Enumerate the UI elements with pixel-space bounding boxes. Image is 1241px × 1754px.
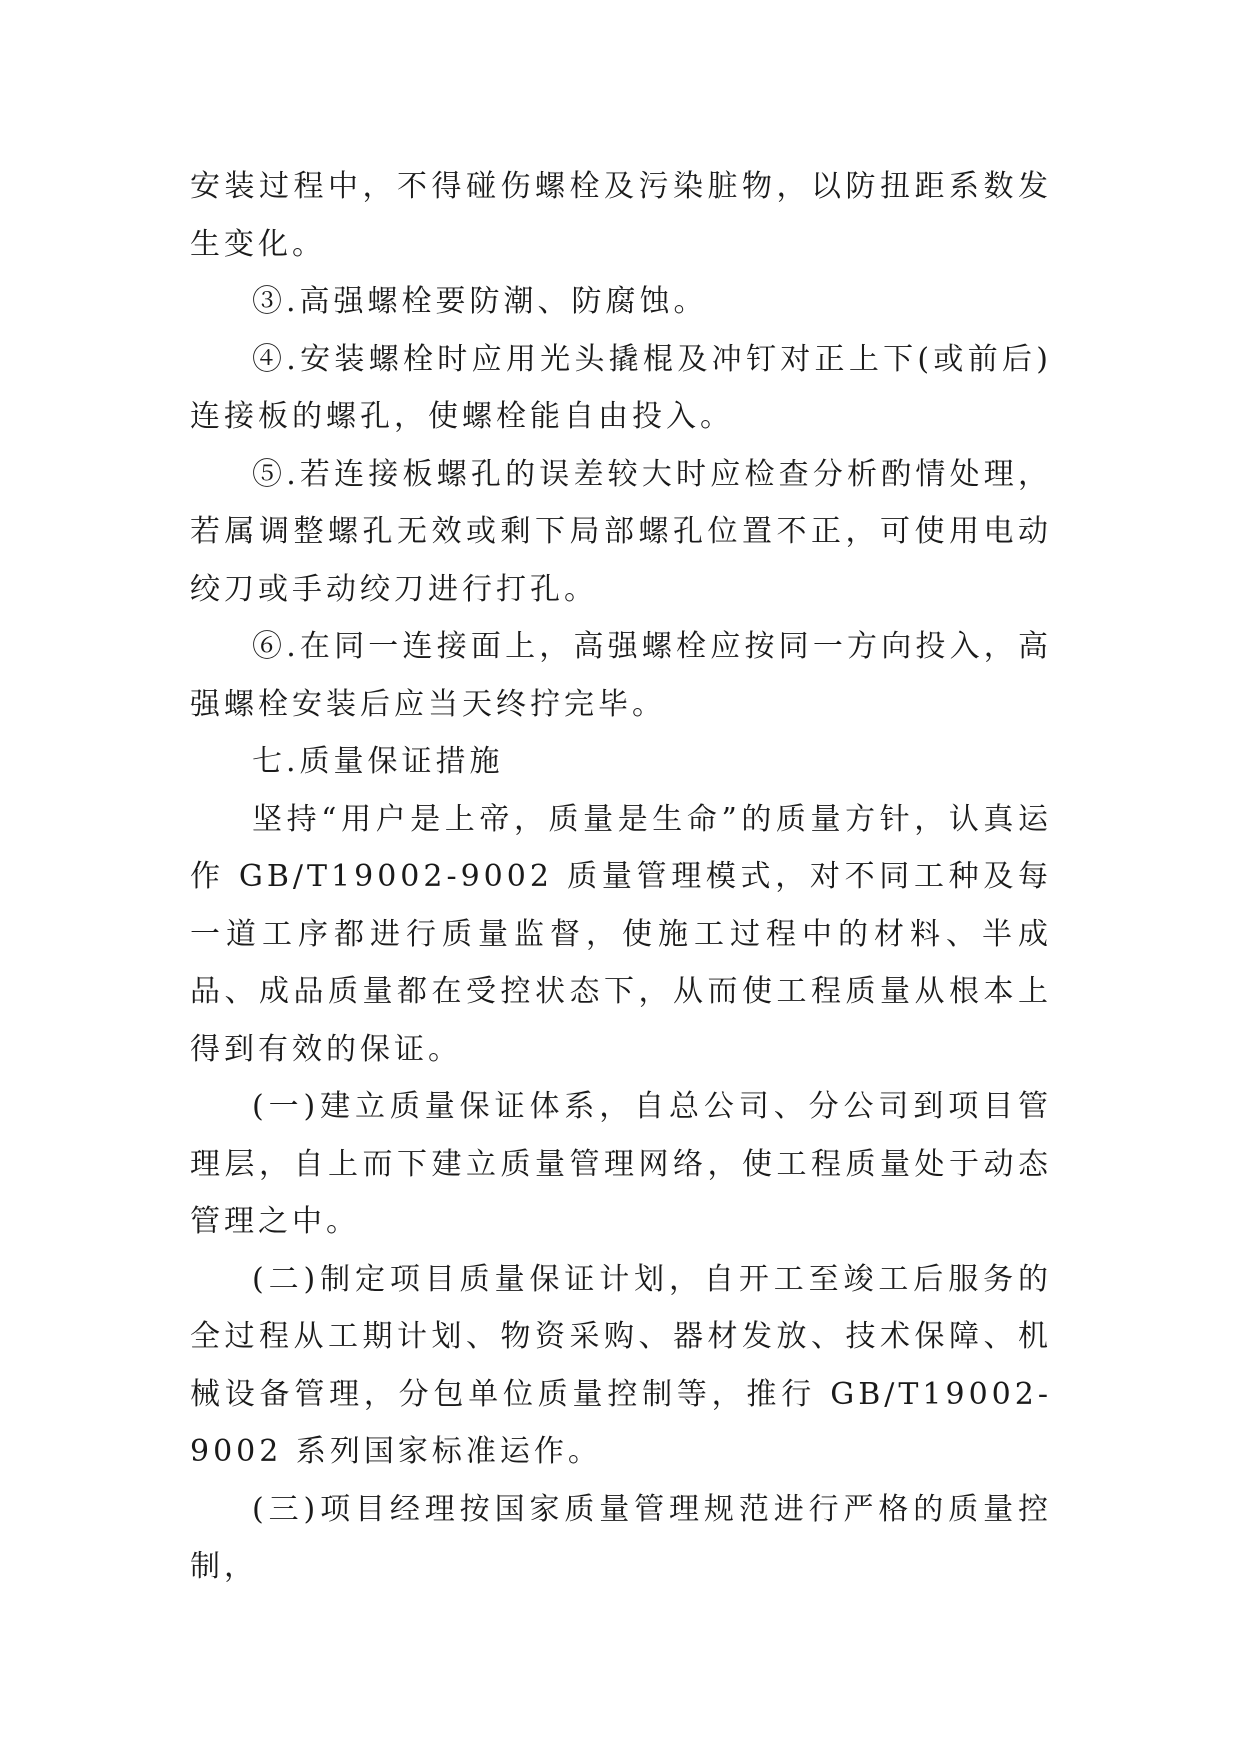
paragraph-point-3: (三)项目经理按国家质量管理规范进行严格的质量控制， xyxy=(190,1491,1052,1584)
paragraph-point-2: (二)制定项目质量保证计划，自开工至竣工后服务的全过程从工期计划、物资采购、器材发放、技术保障、机械设备管理，分包单位质量控制等，推行 GB/T19002-9002 系列国家标准运作。 xyxy=(190,1261,1052,1469)
paragraph-continuation: 安装过程中，不得碰伤螺栓及污染脏物，以防扭距系数发生变化。 xyxy=(190,169,1052,262)
document-body xyxy=(190,158,1052,1596)
paragraph-item-3: ③.高强螺栓要防潮、防腐蚀。 xyxy=(252,284,708,319)
paragraph-item-4: ④.安装螺栓时应用光头撬棍及冲钉对正上下(或前后)连接板的螺孔，使螺栓能自由投入。 xyxy=(190,341,1052,434)
paragraph-item-6: ⑥.在同一连接面上，高强螺栓应按同一方向投入，高强螺栓安装后应当天终拧完毕。 xyxy=(190,629,1052,722)
section-heading: 七.质量保证措施 xyxy=(252,744,504,779)
paragraph-point-1: (一)建立质量保证体系，自总公司、分公司到项目管理层，自上而下建立质量管理网络，使工程质量处于动态管理之中。 xyxy=(190,1089,1052,1239)
paragraph-item-5: ⑤.若连接板螺孔的误差较大时应检查分析酌情处理，若属调整螺孔无效或剩下局部螺孔位置不正，可使用电动绞刀或手动绞刀进行打孔。 xyxy=(190,456,1052,607)
paragraph-policy: 坚持“用户是上帝，质量是生命”的质量方针，认真运作 GB/T19002-9002 质量管理模式，对不同工种及每一道工序都进行质量监督，使施工过程中的材料、半成品、成品质量都在受控状态下，从而使工程质量从根本上得到有效的保证。 xyxy=(190,801,1052,1067)
